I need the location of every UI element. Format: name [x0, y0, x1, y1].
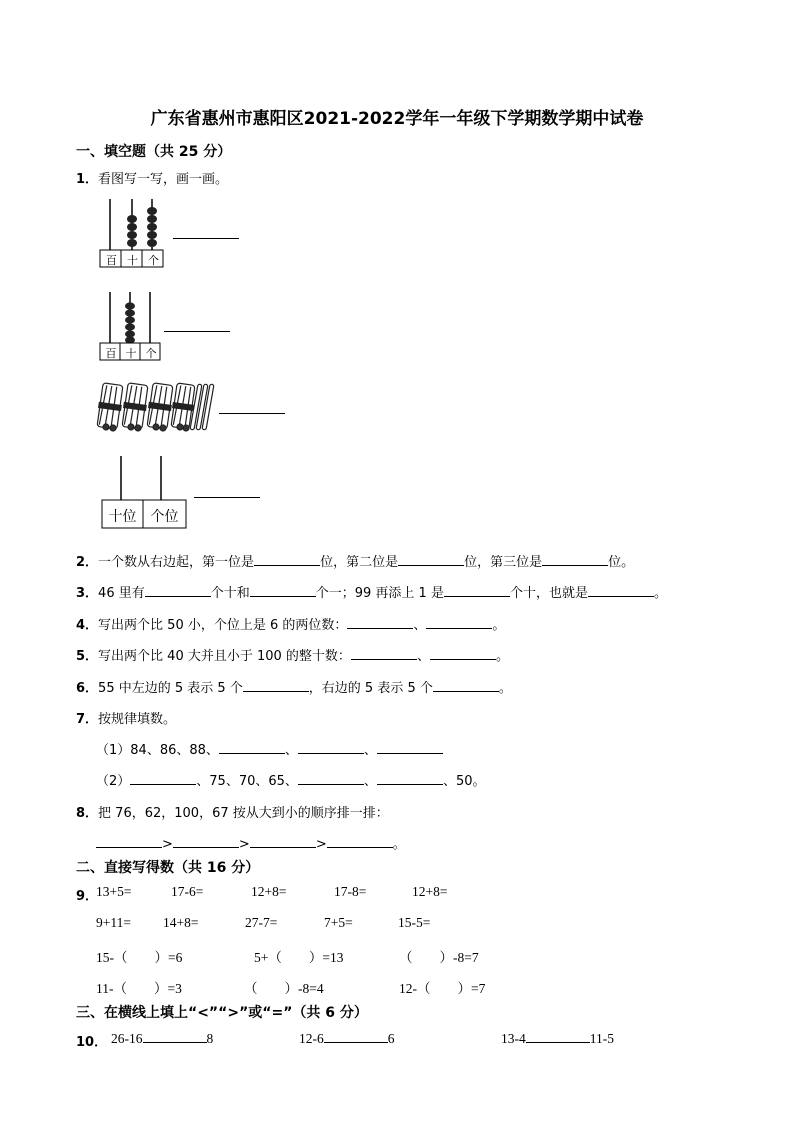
- answer-blank[interactable]: [173, 835, 239, 848]
- answer-blank[interactable]: [327, 835, 393, 848]
- answer-blank[interactable]: [377, 741, 443, 754]
- abacus-bead: [125, 323, 135, 330]
- math-item: 11-（ ）=3: [96, 981, 182, 996]
- question-6: 6．55 中左边的 5 表示 5 个 ，右边的 5 表示 5 个 。: [76, 681, 512, 696]
- answer-blank[interactable]: [433, 679, 499, 692]
- math-item: 5+（ ）=13: [254, 950, 344, 965]
- answer-blank[interactable]: [130, 772, 196, 785]
- compare-item: 13-4 11-5: [501, 1031, 614, 1046]
- abacus-labels-2: 百 十 个: [105, 347, 157, 360]
- answer-blank[interactable]: [194, 497, 260, 498]
- abacus-bead: [147, 239, 157, 247]
- compare-item: 26-16 8: [111, 1031, 214, 1046]
- question-5: 5．写出两个比 40 大并且小于 100 的整十数： 、 。: [76, 649, 509, 664]
- stick-bundles-figure: [98, 380, 218, 436]
- question-8: 8．把 76，62，100，67 按从大到小的顺序排一排：: [76, 806, 389, 821]
- stick-bundle: [97, 383, 123, 431]
- question-10-number: 10．: [76, 1035, 108, 1050]
- answer-blank[interactable]: [298, 741, 364, 754]
- answer-blank[interactable]: [250, 835, 316, 848]
- place-value-labels: 十位 个位: [108, 509, 179, 525]
- answer-blank[interactable]: [173, 238, 239, 239]
- math-item: 15-（ ）=6: [96, 950, 183, 965]
- question-8-answer: > > > 。: [96, 833, 406, 852]
- answer-blank[interactable]: [250, 584, 316, 597]
- stick-bundle: [147, 383, 173, 431]
- answer-blank[interactable]: [588, 584, 654, 597]
- answer-blank[interactable]: [324, 1030, 388, 1043]
- question-number: 1．: [76, 172, 99, 187]
- question-7-part-2: （2） 、75、70、65、 、 、50。: [96, 774, 486, 789]
- answer-blank[interactable]: [377, 772, 443, 785]
- answer-blank[interactable]: [143, 1030, 207, 1043]
- answer-blank[interactable]: [298, 772, 364, 785]
- answer-blank[interactable]: [254, 553, 320, 566]
- math-item: 12-（ ）=7: [399, 981, 486, 996]
- abacus-bead: [127, 239, 137, 247]
- abacus-bead: [125, 309, 135, 316]
- answer-blank[interactable]: [219, 741, 285, 754]
- question-9-number: 9．: [76, 889, 99, 904]
- math-item: 9+11=: [96, 915, 131, 930]
- abacus-bead: [127, 231, 137, 239]
- abacus-labels-1: 百 十 个: [106, 254, 159, 267]
- math-item: 14+8=: [163, 915, 199, 930]
- abacus-bead: [147, 215, 157, 223]
- abacus-bead: [127, 223, 137, 231]
- question-2: 2．一个数从右边起，第一位是 位，第二位是 位，第三位是 位。: [76, 555, 635, 570]
- question-3: 3．46 里有 个十和 个一；99 再添上 1 是 个十，也就是 。: [76, 586, 667, 601]
- answer-blank[interactable]: [219, 413, 285, 414]
- answer-blank[interactable]: [243, 679, 309, 692]
- math-item: 7+5=: [324, 915, 353, 930]
- math-item: 13+5=: [96, 884, 132, 899]
- question-7-part-1: （1）84、86、88、 、 、: [96, 739, 443, 758]
- math-item: 17-8=: [334, 884, 367, 899]
- question-1: [76, 168, 228, 187]
- answer-blank[interactable]: [444, 584, 510, 597]
- math-item: （ ）-8=7: [399, 950, 479, 965]
- abacus-bead: [125, 302, 135, 309]
- question-text: 看图写一写，画一画。: [98, 172, 229, 187]
- abacus-bead: [147, 231, 157, 239]
- answer-blank[interactable]: [430, 647, 496, 660]
- math-item: 12+8=: [251, 884, 287, 899]
- answer-blank[interactable]: [351, 647, 417, 660]
- section-heading-compare: 三、在横线上填上“<”“>”或“=”（共 6 分）: [76, 1005, 368, 1021]
- page-title: 广东省惠州市惠阳区2021-2022学年一年级下学期数学期中试卷: [150, 109, 644, 129]
- math-item: 27-7=: [245, 915, 278, 930]
- stick-bundle: [122, 383, 148, 431]
- section-heading-fill-blank: 一、填空题（共 25 分）: [76, 144, 232, 160]
- answer-blank[interactable]: [164, 331, 230, 332]
- question-7: 7．按规律填数。: [76, 712, 177, 727]
- compare-item: 12-6 6: [299, 1031, 395, 1046]
- math-item: 12+8=: [412, 884, 448, 899]
- answer-blank[interactable]: [145, 584, 211, 597]
- section-heading-direct-answer: 二、直接写得数（共 16 分）: [76, 860, 260, 876]
- abacus-bead: [147, 223, 157, 231]
- abacus-bead: [147, 207, 157, 215]
- question-4: 4．写出两个比 50 小，个位上是 6 的两位数： 、 。: [76, 618, 506, 633]
- math-item: （ ）-8=4: [244, 981, 324, 996]
- answer-blank[interactable]: [526, 1030, 590, 1043]
- math-item: 15-5=: [398, 915, 431, 930]
- answer-blank[interactable]: [347, 616, 413, 629]
- abacus-bead: [125, 316, 135, 323]
- math-item: 17-6=: [171, 884, 204, 899]
- answer-blank[interactable]: [398, 553, 464, 566]
- answer-blank[interactable]: [542, 553, 608, 566]
- answer-blank[interactable]: [426, 616, 492, 629]
- abacus-bead: [127, 215, 137, 223]
- answer-blank[interactable]: [96, 835, 162, 848]
